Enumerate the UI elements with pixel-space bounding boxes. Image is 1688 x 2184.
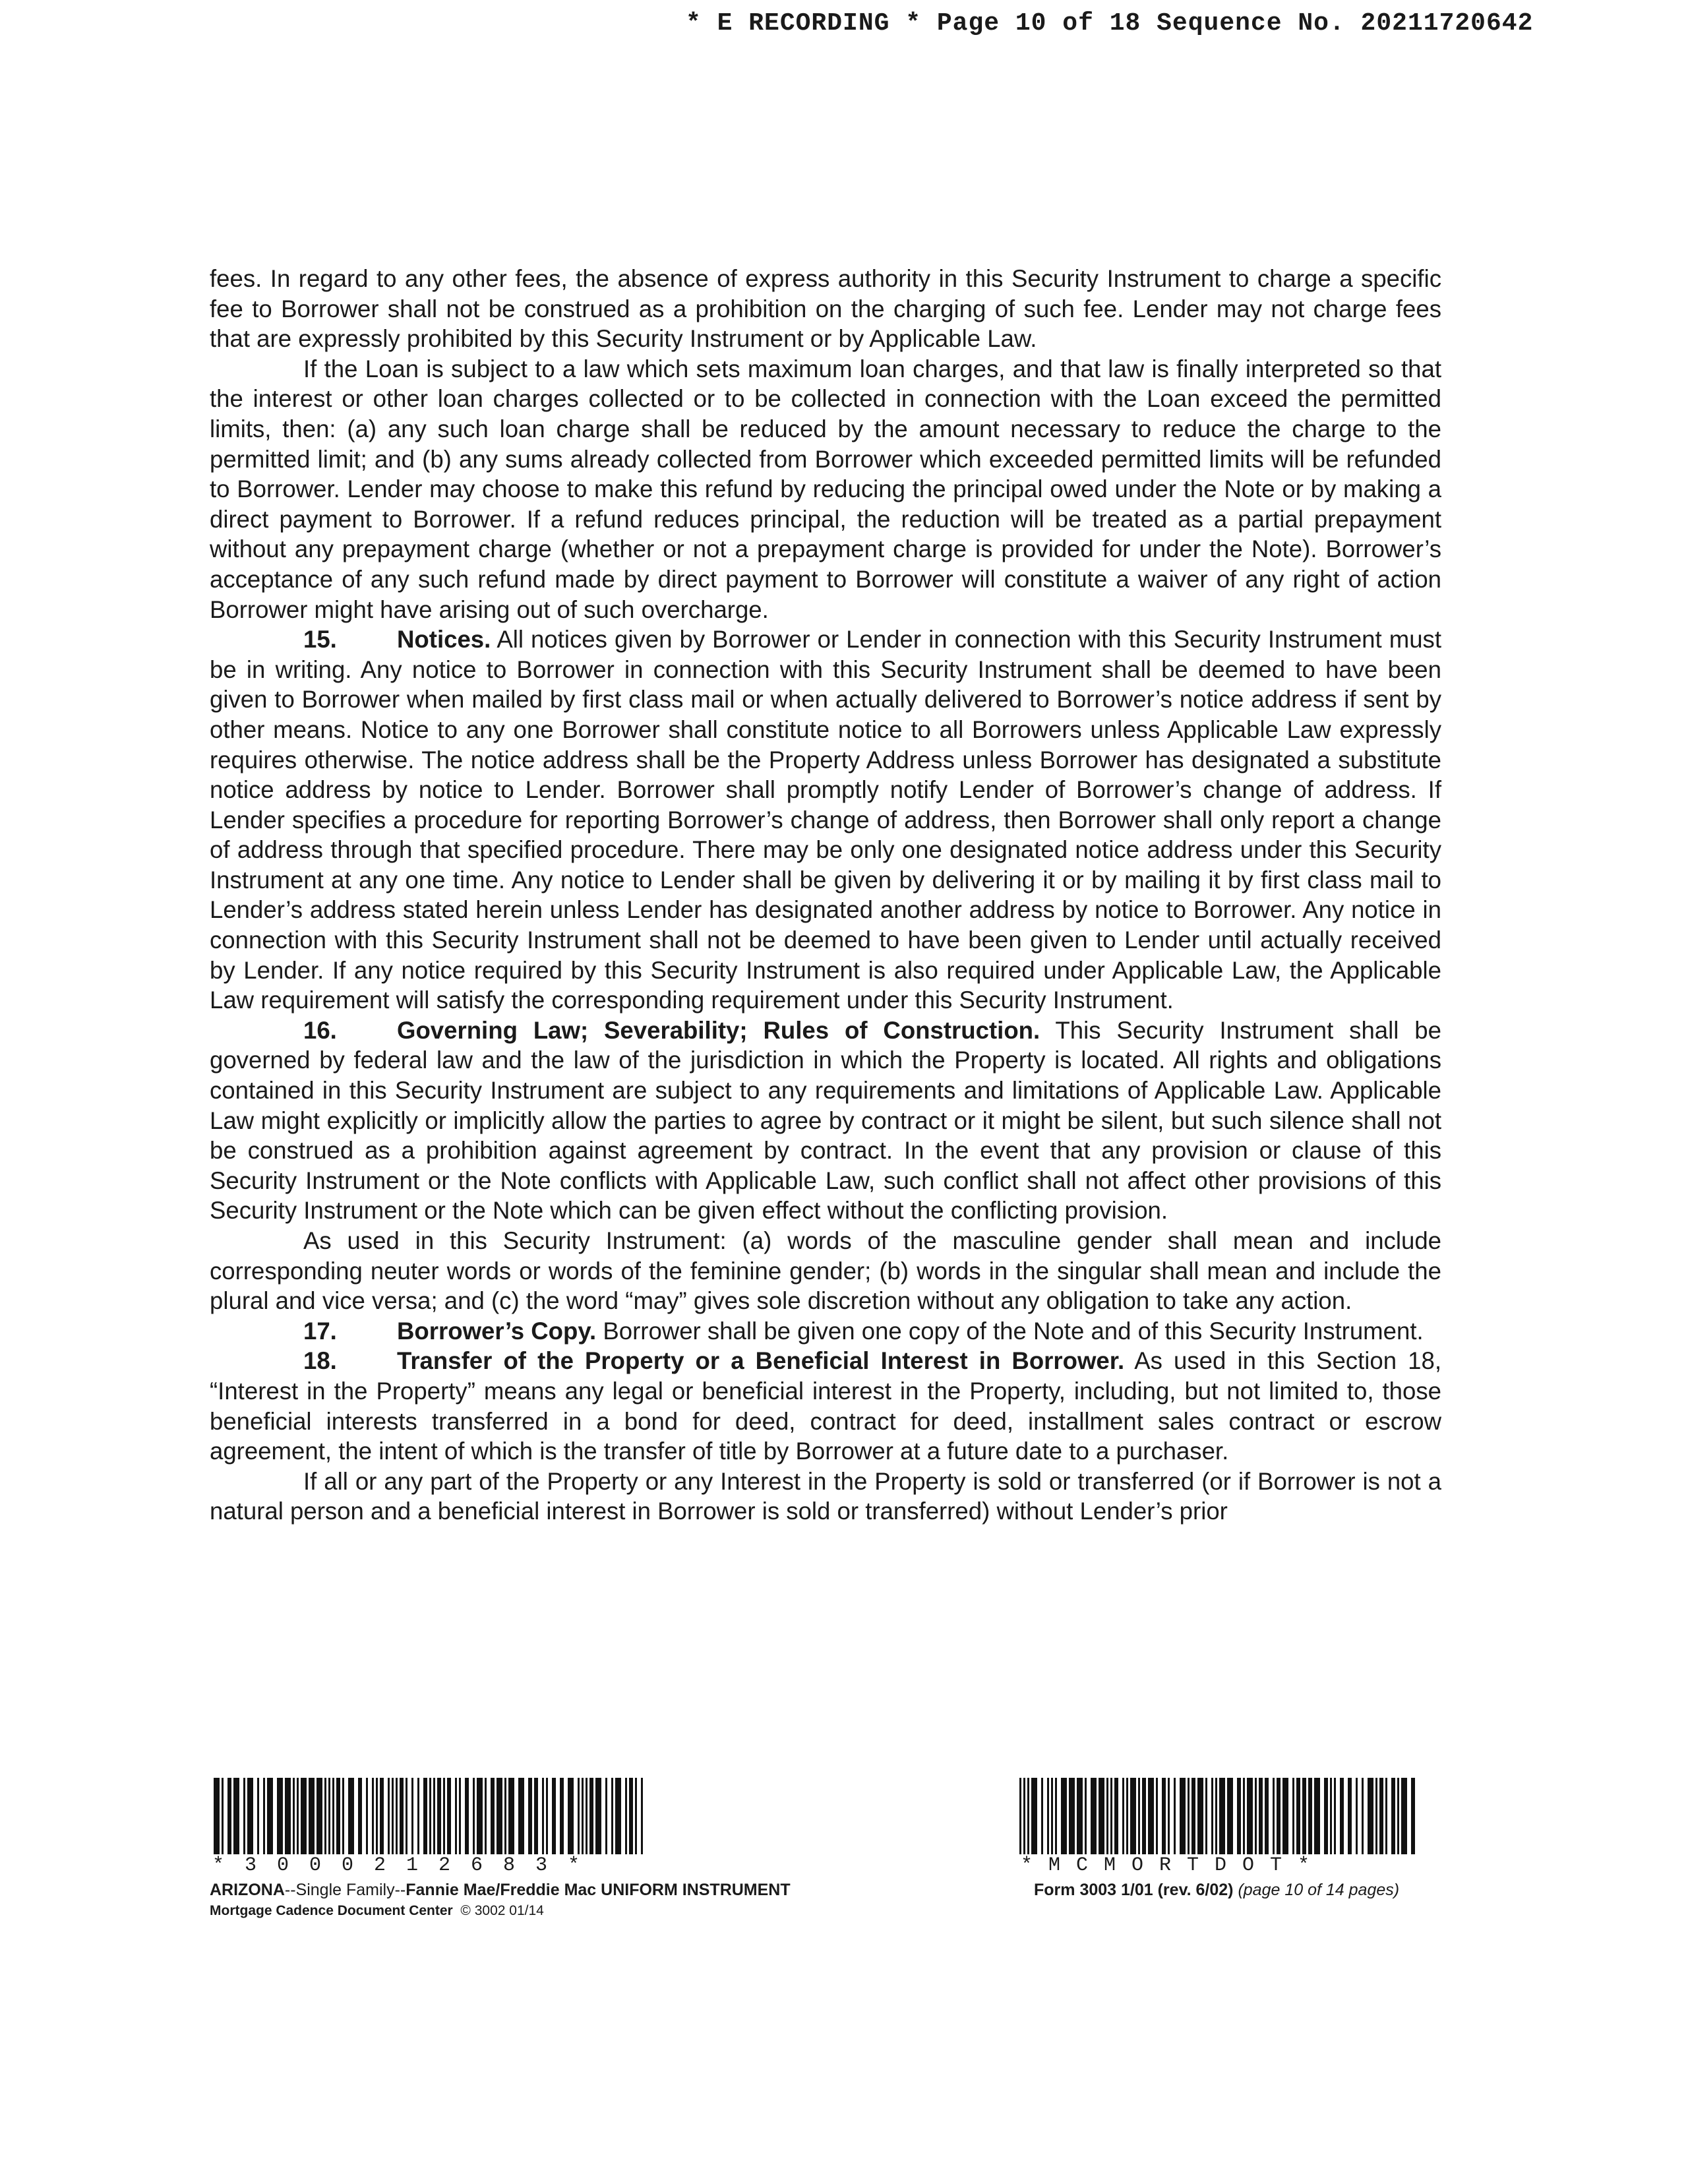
section-18-text: As used in this Section 18, “Interest in the Property” means any legal or beneficial interest in the Property, including, but not limited to, those beneficial interests transferred in a bond for deed, contract for deed, installment sales contract or escrow agreement, the intent of which is the transfer of title by Borrower at a future date to a purchaser. (210, 1347, 1441, 1465)
footer-family-type: --Single Family-- (284, 1881, 406, 1899)
section-16-paragraph-2: As used in this Security Instrument: (a) words of the masculine gender shall mean and include corresponding neuter words or words of the feminine gender; (b) words in the singular shall mean and include the plural and vice versa; and (c) the word “may” gives sole discretion without any obligation to take any action. (210, 1227, 1441, 1315)
section-15 (210, 624, 1441, 1016)
barcode-bar (1401, 1778, 1407, 1854)
barcode-bar (1247, 1778, 1253, 1854)
section-18-title: Transfer of the Property or a Beneficial Interest in Borrower. (397, 1347, 1125, 1375)
barcode-loan-number (214, 1778, 644, 1854)
barcode-bar (1411, 1778, 1415, 1854)
barcode-bar (1099, 1778, 1104, 1854)
barcode-bar (233, 1778, 239, 1854)
footer-state: ARIZONA (210, 1881, 285, 1899)
barcode-bar (1219, 1778, 1225, 1854)
barcode-bar (518, 1778, 524, 1854)
barcode-bar (309, 1778, 315, 1854)
footer-instrument-name: Fannie Mae/Freddie Mac UNIFORM INSTRUMENT (406, 1881, 791, 1899)
barcode-bar (1180, 1778, 1186, 1854)
section-18 (210, 1346, 1441, 1466)
barcode-bar (214, 1778, 220, 1854)
barcode-bar (1282, 1778, 1288, 1854)
barcode-form-code (1019, 1778, 1415, 1854)
barcode-bar (643, 1778, 644, 1854)
section-15-text: All notices given by Borrower or Lender in connection with this Security Instrument must be in writing. Any notice to Borrower in connection with this Security Instrument shall be deemed to have been given to Borrower when mailed by first class mail or when actually delivered to Borrower’s notice address if sent by other means. Notice to any one Borrower shall constitute notice to all Borrowers unless Applicable Law expressly requires otherwise. The notice address shall be the Property Address unless Borrower has designated a substitute notice address by notice to Lender. Borrower shall promptly notify Lender of Borrower’s change of address. If Lender specifies a procedure for reporting Borrower’s change of address, then Borrower shall only report a change of address through that specified procedure. There may be only one designated notice address under this Security Instrument at any one time. Any notice to Lender shall be given by delivering it or by mailing it by first class mail to Lender’s address stated herein unless Lender has designated another address by notice to Borrower. Any notice in connection with this Security Instrument shall not be deemed to have been given to Lender until actually received by Lender. If any notice required by this Security Instrument is also required under Applicable Law, the Applicable Law requirement will satisfy the corresponding requirement under this Security Instrument. (210, 626, 1441, 1014)
barcode-bar (1130, 1778, 1136, 1854)
barcode-bar (497, 1778, 502, 1854)
footer-form-number: Form 3003 1/01 (rev. 6/02) (1034, 1881, 1234, 1899)
barcode-bar (508, 1778, 514, 1854)
barcode-bar (1069, 1778, 1075, 1854)
barcode-bar (267, 1778, 273, 1854)
section-15-number: 15. (303, 626, 337, 653)
barcode-bar (348, 1778, 354, 1854)
barcode-loan-number-caption: *3000212683* (212, 1854, 601, 1877)
section-16-text: This Security Instrument shall be governed by federal law and the law of the jurisdiction in which the Property is located. All rights and obligations contained in this Security Instrument are subject to any requirements and limitations of Applicable Law. Applicable Law might explicitly or implicitly allow the parties to agree by contract or it might be silent, but such silence shall not be construed as a prohibition against agreement by contract. In the event that any provision or clause of this Security Instrument or the Note conflicts with Applicable Law, such conflict shall not affect other provisions of this Security Instrument or the Note which can be given effect without the conflicting provision. (210, 1016, 1441, 1225)
section-16-number: 16. (303, 1016, 337, 1044)
barcode-bar (1148, 1778, 1154, 1854)
barcode-form-code-caption: *MCMORTDOT* (1021, 1854, 1326, 1877)
barcode-bar (316, 1778, 322, 1854)
paragraph-loan-charges: If the Loan is subject to a law which sets maximum loan charges, and that law is finally interpreted so that the interest or other loan charges collected or to be collected in connection with the Loan exceed the permitted limits, then: (a) any such loan charge shall be reduced by the amount necessary to reduce the charge to the permitted limit; and (b) any sums already collected from Borrower which exceeded permitted limits will be refunded to Borrower. Lender may choose to make this refund by reducing the principal owed under the Note or by making a direct payment to Borrower. If a refund reduces principal, the reduction will be treated as a partial prepayment without any prepayment charge (whether or not a prepayment charge is provided for under the Note). Borrower’s acceptance of any such refund made by direct payment to Borrower will constitute a waiver of any right of action Borrower might have arising out of such overcharge. (210, 355, 1441, 623)
barcode-bar (277, 1778, 283, 1854)
paragraph-fees: fees. In regard to any other fees, the absence of express authority in this Security Instrument to charge a specific fee to Borrower shall not be construed as a prohibition on the charging of such fee. Lender may not charge fees that are expressly prohibited by this Security Instrument or by Applicable Law. (210, 265, 1441, 353)
barcode-bar (301, 1778, 307, 1854)
barcode-bar (595, 1778, 601, 1854)
barcode-bar (1077, 1778, 1083, 1854)
section-17 (210, 1316, 1441, 1347)
section-15-title: Notices. (397, 626, 491, 653)
footer-page-count: (page 10 of 14 pages) (1238, 1881, 1400, 1899)
barcode-bar (477, 1778, 483, 1854)
barcode-bar (247, 1778, 253, 1854)
section-17-text: Borrower shall be given one copy of the Note and of this Security Instrument. (603, 1317, 1424, 1345)
section-17-title: Borrower’s Copy. (397, 1317, 597, 1345)
footer-form-info (1034, 1881, 1399, 1900)
recording-header: * E RECORDING * Page 10 of 18 Sequence No. 20211720642 (686, 9, 1534, 38)
document-body (210, 264, 1441, 1527)
barcode-bar (1227, 1778, 1233, 1854)
footer-document-center (210, 1903, 544, 1919)
footer-doc-center-name: Mortgage Cadence Document Center (210, 1903, 453, 1918)
barcode-bar (285, 1778, 291, 1854)
barcode-bar (1091, 1778, 1097, 1854)
section-17-number: 17. (303, 1317, 337, 1345)
barcode-bar (1031, 1778, 1037, 1854)
barcode-bar (568, 1778, 574, 1854)
barcode-bar (615, 1778, 621, 1854)
barcode-bar (1314, 1778, 1320, 1854)
barcode-bar (1061, 1778, 1067, 1854)
footer-doc-center-code: © 3002 01/14 (460, 1903, 544, 1918)
barcode-bar (1197, 1778, 1203, 1854)
section-16 (210, 1016, 1441, 1226)
barcode-bar (1368, 1778, 1373, 1854)
section-18-paragraph-2: If all or any part of the Property or any Interest in the Property is sold or transferred (or if Borrower is not a natural person and a beneficial interest in Borrower is sold or transferred) without Lender’s prior (210, 1467, 1441, 1525)
footer-instrument-line (210, 1881, 791, 1900)
section-18-number: 18. (303, 1347, 337, 1375)
section-16-title: Governing Law; Severability; Rules of Construction. (397, 1016, 1040, 1044)
